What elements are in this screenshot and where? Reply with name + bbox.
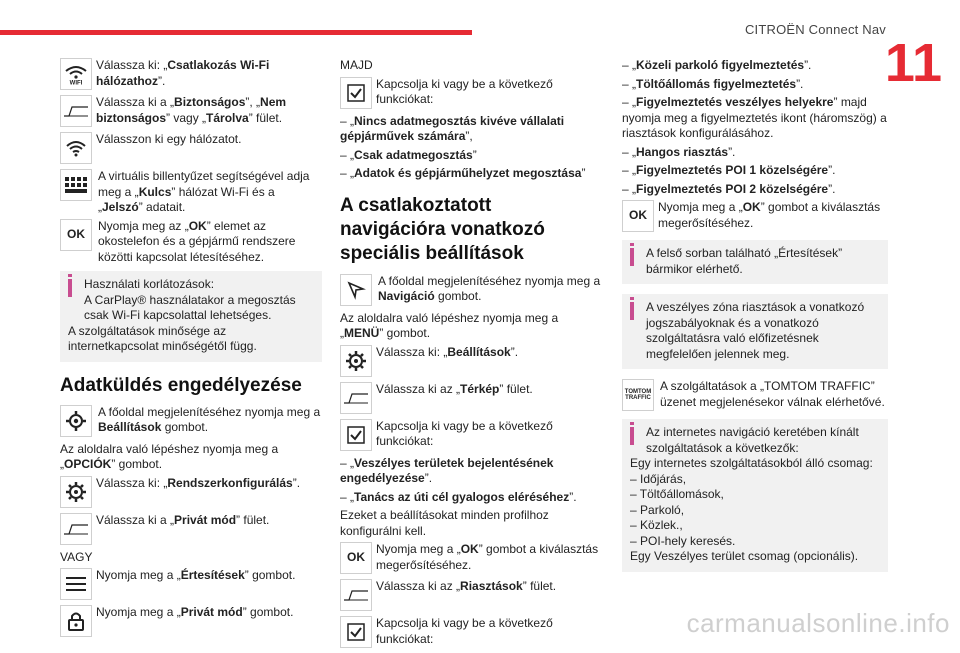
info-box-services: Az internetes navigáció keretében kínált szolgáltatások a következők: Egy internetes szolgáltatásokból álló csomag: – Időjárás, – Töltőállomások, – Parkoló, – Közlek., – POI-hely keresés. Egy Veszélyes terület csomag (opcionális). xyxy=(622,419,888,572)
services-list xyxy=(630,472,880,550)
info-box-usage-limits: Használati korlátozások: A CarPlay® használatakor a megosztás csak Wi-Fi kapcsolattal lehetséges. A szolgáltatások minősége az internetkapcsolat minőségétől függ. xyxy=(60,271,322,362)
paragraph-options: Az aloldalra való lépéshez nyomja meg a „OPCIÓK” gombot. xyxy=(60,441,279,471)
step-map-tab: Válassza ki az „Térkép” fület. xyxy=(340,382,602,416)
step-toggle-functions: Kapcsolja ki vagy be a következő funkciókat: xyxy=(340,77,602,111)
notifications-list-icon xyxy=(60,568,92,600)
checkbox-icon xyxy=(340,419,372,451)
tab-icon xyxy=(340,579,372,611)
paragraph-menu: Az aloldalra való lépéshez nyomja meg a „MENÜ” gombot. xyxy=(340,310,559,340)
section-heading-connected-nav: A csatlakoztatott navigációra vonatkozó speciális beállítások xyxy=(340,194,545,264)
list-item: – „Adatok és gépjárműhelyzet megosztása” xyxy=(340,166,586,180)
info-icon xyxy=(630,427,634,445)
keyboard-icon xyxy=(60,169,92,201)
step-tomtom: TOMTOM TRAFFIC A szolgáltatások a „TOMTOM TRAFFIC” üzenet megjelenésekor válnak elérhetővé. xyxy=(622,379,888,413)
wifi-icon xyxy=(60,58,92,90)
step-navigation: A főoldal megjelenítéséhez nyomja meg a Navigáció gombot. xyxy=(340,274,602,308)
tomtom-traffic-icon: TOMTOM TRAFFIC xyxy=(622,379,654,411)
list-item: – „Töltőállomás figyelmeztetés”. xyxy=(622,76,804,91)
step-wifi: WIFI Válassza ki: „Csatlakozás Wi-Fi hálózathoz”. xyxy=(60,58,322,92)
list-item: – „Figyelmeztetés veszélyes helyekre” majd nyomja meg a figyelmeztetés ikont (háromszög) a riasztások konfigurálásához. xyxy=(622,95,887,140)
checkbox-icon xyxy=(340,616,372,648)
list-item: – „Hangos riasztás”. xyxy=(622,144,736,159)
settings-gear-icon xyxy=(60,405,92,437)
list-item: – Időjárás, xyxy=(630,472,880,488)
privacy-lock-icon xyxy=(60,605,92,637)
page-header: CITROËN Connect Nav xyxy=(744,22,886,37)
step-private-mode: Nyomja meg a „Privát mód” gombot. xyxy=(60,605,322,639)
step-toggle-alerts: Kapcsolja ki vagy be a következő funkciókat: xyxy=(340,616,602,650)
list-item: – Közlek., xyxy=(630,518,880,534)
tab-icon xyxy=(340,382,372,414)
navigation-arrow-icon xyxy=(340,274,372,306)
ok-button-icon: OK xyxy=(60,219,92,251)
tab-icon xyxy=(60,513,92,545)
top-accent-bar xyxy=(0,30,472,35)
step-security-tab: Válassza ki a „Biztonságos”, „Nem biztonságos” vagy „Tárolva” fület. xyxy=(60,95,322,129)
chapter-number: 11 xyxy=(884,33,942,93)
list-item: – Parkoló, xyxy=(630,503,880,519)
step-system-config: Válassza ki: „Rendszerkonfigurálás”. xyxy=(60,476,322,510)
column-3 xyxy=(622,58,888,582)
info-icon xyxy=(630,302,634,320)
step-keyboard: A virtuális billentyűzet segítségével adja meg a „Kulcs” hálózat Wi-Fi és a „Jelszó” adatait. xyxy=(60,169,322,216)
list-item: – „Közeli parkoló figyelmeztetés”. xyxy=(622,58,812,72)
settings-cog-icon xyxy=(340,345,372,377)
list-item: – „Nincs adatmegosztás kivéve vállalati gépjárművek számára”, xyxy=(340,113,565,143)
list-item: – „Figyelmeztetés POI 2 közelségére”. xyxy=(622,181,836,196)
step-settings: A főoldal megjelenítéséhez nyomja meg a Beállítások gombot. xyxy=(60,405,322,439)
ok-button-icon: OK xyxy=(622,200,654,232)
step-toggle-map-functions: Kapcsolja ki vagy be a következő funkciókat: xyxy=(340,419,602,453)
info-box-danger-zone: A veszélyes zóna riasztások a vonatkozó jogszabályoknak és a vonatkozó szolgáltatásra való előfizetésnek megfelelően jelennek meg. xyxy=(622,294,888,369)
step-ok-confirm: OK Nyomja meg a „OK” gombot a kiválasztás megerősítéséhez. xyxy=(622,200,888,234)
section-heading-data-sending: Adatküldés engedélyezése xyxy=(60,374,302,396)
paragraph-profile-note: Ezeket a beállításokat minden profilhoz konfigurálni kell. xyxy=(340,508,549,538)
wifi-signal-icon xyxy=(60,132,92,164)
step-select-network: Válasszon ki egy hálózatot. xyxy=(60,132,322,166)
svg-text:WIFI: WIFI xyxy=(69,80,83,85)
step-private-tab: Válassza ki a „Privát mód” fület. xyxy=(60,513,322,547)
list-item: – „Veszélyes területek bejelentésének engedélyezése”. xyxy=(340,455,554,485)
info-icon xyxy=(630,248,634,266)
step-notifications: Nyomja meg a „Értesítések” gombot. xyxy=(60,568,322,602)
checkbox-icon xyxy=(340,77,372,109)
then-label: MAJD xyxy=(340,58,373,72)
step-ok-connect: OK Nyomja meg az „OK” elemet az okostelefon és a gépjármű rendszere közötti kapcsolat létesítéséhez. xyxy=(60,219,322,266)
list-item: – Töltőállomások, xyxy=(630,487,880,503)
watermark: carmanualsonline.info xyxy=(686,608,950,638)
column-1 xyxy=(60,58,322,642)
step-ok-confirm: OK Nyomja meg a „OK” gombot a kiválasztás megerősítéséhez. xyxy=(340,542,602,576)
list-item: – POI-hely keresés. xyxy=(630,534,880,550)
step-settings-select: Válassza ki: „Beállítások”. xyxy=(340,345,602,379)
column-2 xyxy=(340,58,602,653)
or-label: VAGY xyxy=(60,549,93,564)
tab-icon xyxy=(60,95,92,127)
step-alerts-tab: Válassza ki az „Riasztások” fület. xyxy=(340,579,602,613)
list-item: – „Figyelmeztetés POI 1 közelségére”. xyxy=(622,163,836,177)
list-item: – „Tanács az úti cél gyalogos eléréséhez”. xyxy=(340,489,577,504)
info-box-notifications: A felső sorban található „Értesítések” bármikor elérhető. xyxy=(622,240,888,284)
list-item: – „Csak adatmegosztás” xyxy=(340,147,477,162)
settings-cog-icon xyxy=(60,476,92,508)
info-icon xyxy=(68,279,72,297)
ok-button-icon: OK xyxy=(340,542,372,574)
